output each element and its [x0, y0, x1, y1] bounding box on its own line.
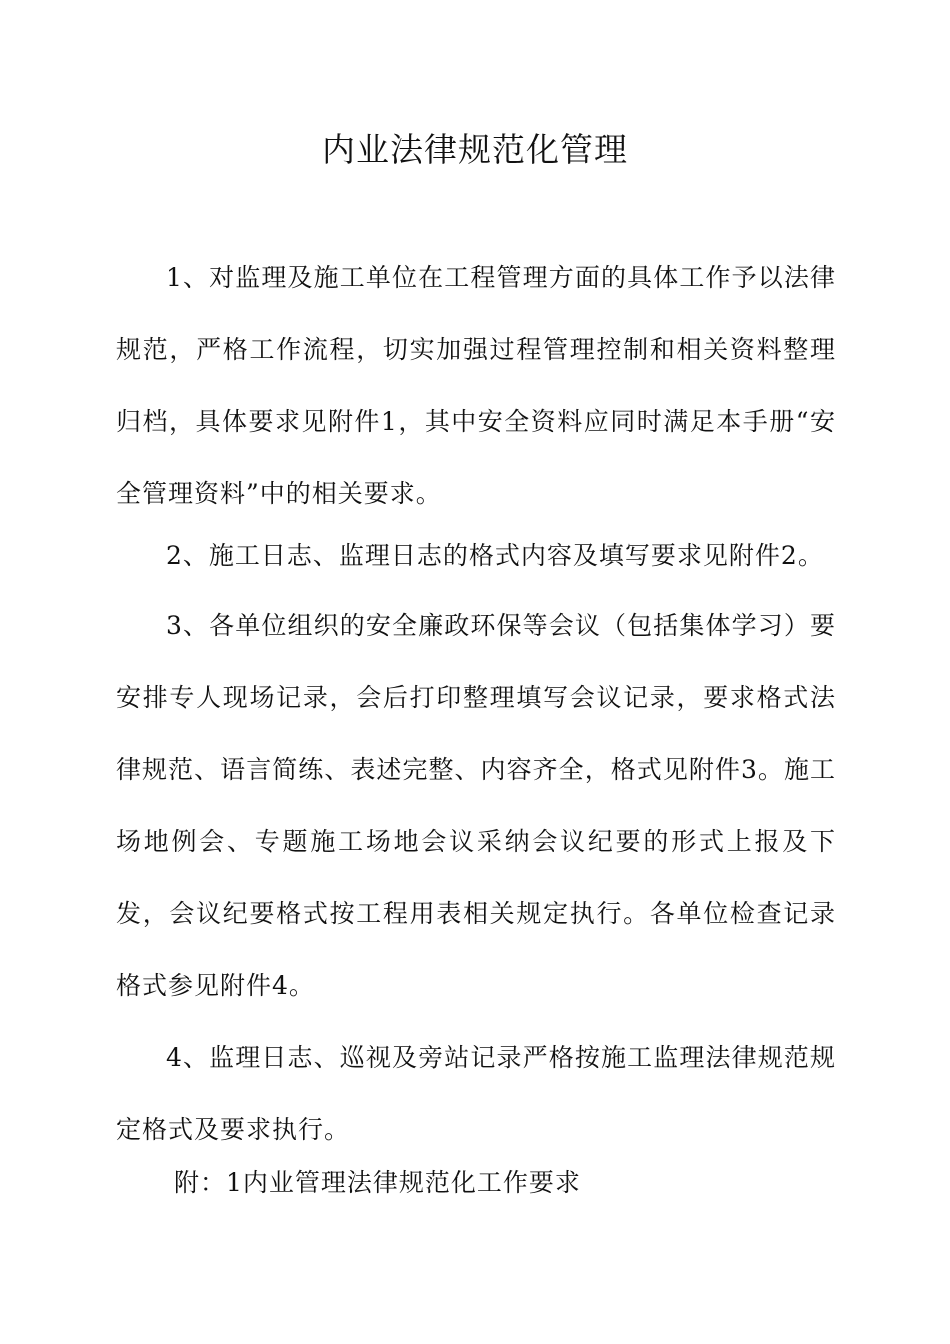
paragraph-2: 2、施工日志、监理日志的格式内容及填写要求见附件2。	[166, 541, 824, 570]
page-title: 内业法律规范化管理	[322, 130, 628, 169]
paragraph-1: 1、对监理及施工单位在工程管理方面的具体工作予以法律规范，严格工作流程，切实加强过程管理控制和相关资料整理归档，具体要求见附件1，其中安全资料应同时满足本手册“安全管理资料”中的相关要求。	[116, 263, 836, 508]
paragraph-4: 4、监理日志、巡视及旁站记录严格按施工监理法律规范规定格式及要求执行。	[116, 1043, 836, 1144]
appendix-line: 附：1内业管理法律规范化工作要求	[174, 1168, 581, 1197]
document-body	[116, 242, 836, 1166]
paragraph-3: 3、各单位组织的安全廉政环保等会议（包括集体学习）要安排专人现场记录，会后打印整理填写会议记录，要求格式法律规范、语言简练、表述完整、内容齐全，格式见附件3。施工场地例会、专题施工场地会议采纳会议纪要的形式上报及下发，会议纪要格式按工程用表相关规定执行。各单位检查记录格式参见附件4。	[116, 611, 836, 1000]
